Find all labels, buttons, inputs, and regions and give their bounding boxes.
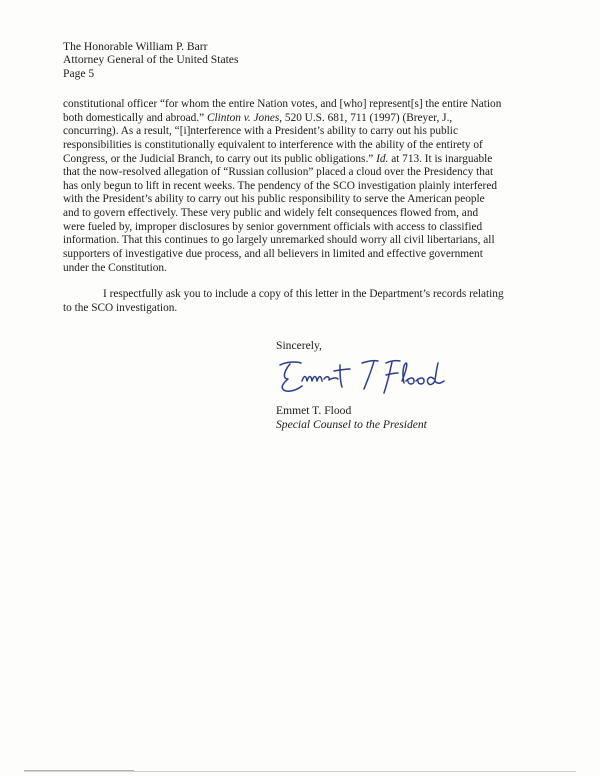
text-segment: that the now-resolved allegation of “Russian collusion” placed a cloud over the Presidency that — [63, 166, 494, 179]
signer-block — [276, 404, 427, 432]
text-line — [63, 180, 543, 194]
text-segment: responsibilities is constitutionally equivalent to interference with the ability of the entirety of — [63, 138, 483, 151]
text-segment: concurring). As a result, “[i]nterference with a President’s ability to carry out his public — [63, 125, 458, 138]
body-paragraph-2 — [63, 288, 543, 315]
text-line — [63, 98, 543, 112]
text-segment: and to govern effectively. These very public and widely felt consequences flowed from, and — [63, 207, 479, 220]
page-number: Page 5 — [63, 66, 95, 80]
text-segment: both domestically and abroad.” — [63, 111, 207, 124]
text-line — [63, 234, 543, 248]
text-segment: , 520 U.S. 681, 711 (1997) (Breyer, J., — [279, 111, 453, 124]
letter-body — [63, 98, 543, 316]
text-line — [63, 139, 543, 153]
signer-name: Emmet T. Flood — [276, 404, 352, 417]
text-line — [63, 166, 543, 180]
text-segment: I respectfully ask you to include a copy of this letter in the Department’s records relating — [103, 288, 504, 301]
recipient-name: The Honorable William P. Barr — [63, 40, 208, 53]
text-line — [63, 112, 543, 126]
recipient-title: Attorney General of the United States — [63, 53, 239, 67]
text-line — [63, 207, 543, 221]
citation-text: Clinton v. Jones — [207, 111, 280, 124]
signer-title: Special Counsel to the President — [276, 417, 427, 431]
text-segment: with the President’s ability to carry out his public responsibility to serve the American people — [63, 193, 485, 206]
text-segment: information. That this continues to go largely unremarked should worry all civil libertarians, all — [63, 234, 495, 247]
text-segment: supporters of investigative due process, and all believers in limited and effective government — [63, 248, 483, 261]
footer-rule-accent — [24, 770, 134, 771]
text-segment: were fueled by, improper disclosures by senior government officials with access to classified — [63, 220, 483, 233]
text-line — [63, 262, 543, 276]
text-segment: to the SCO investigation. — [63, 301, 178, 314]
text-segment: constitutional officer “for whom the entire Nation votes, and [who] represent[s] the entire Nation — [63, 98, 502, 110]
footer-rule — [24, 771, 576, 772]
text-line — [63, 288, 543, 302]
text-line — [63, 221, 543, 235]
handwritten-signature — [274, 355, 454, 397]
text-line — [63, 248, 543, 262]
text-line — [63, 153, 543, 167]
closing-salutation: Sincerely, — [276, 339, 322, 352]
body-paragraph-1 — [63, 98, 543, 275]
letter-header — [63, 40, 238, 80]
text-line — [63, 302, 543, 316]
citation-text: Id. — [376, 152, 389, 165]
text-segment: at 713. It is inarguable — [388, 152, 493, 165]
text-segment: Congress, or the Judicial Branch, to carry out its public obligations.” — [63, 152, 377, 165]
text-segment: has only begun to lift in recent weeks. The pendency of the SCO investigation plainly interfered — [63, 179, 497, 192]
text-segment: under the Constitution. — [63, 261, 167, 274]
text-line — [63, 193, 543, 207]
text-line — [63, 125, 543, 139]
